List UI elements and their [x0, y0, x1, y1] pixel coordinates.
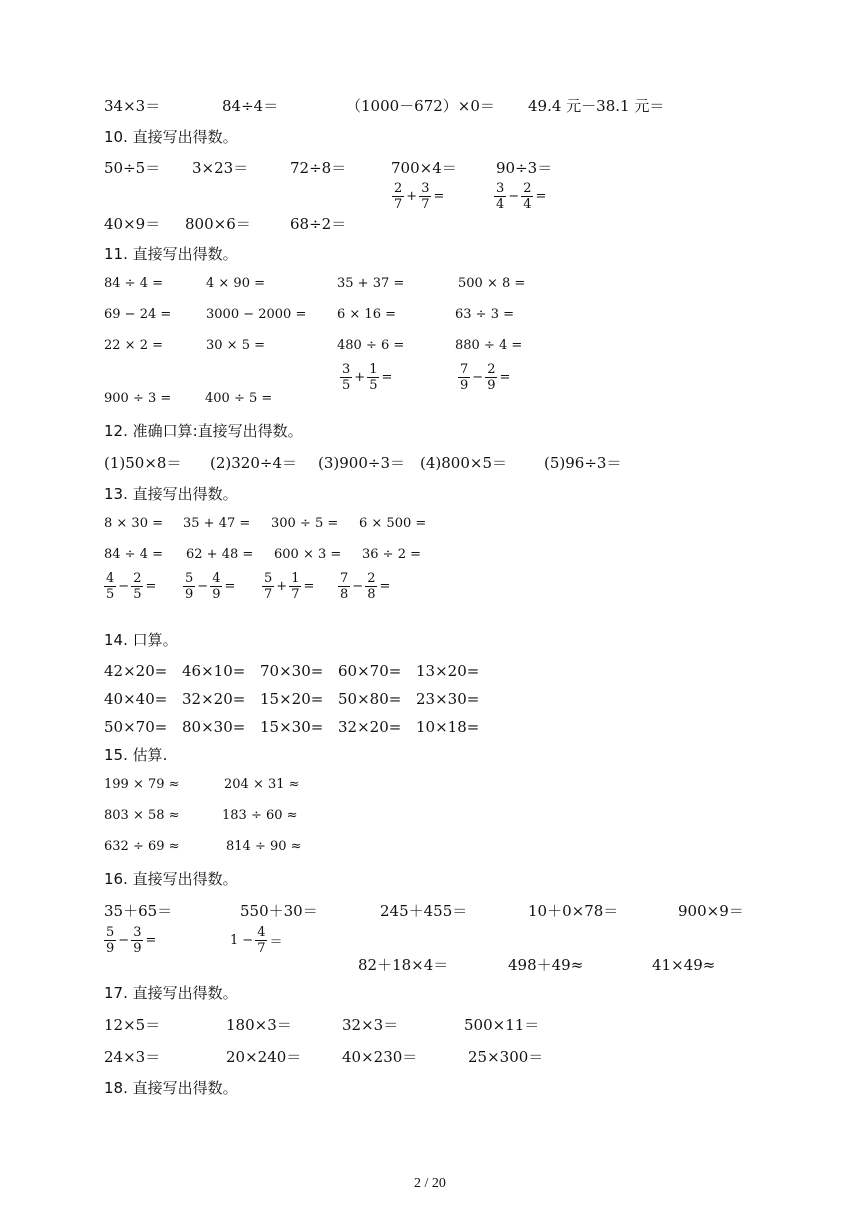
- numerator: 5: [185, 571, 194, 586]
- whole-number: 1: [230, 933, 239, 948]
- numerator: 3: [421, 181, 430, 196]
- fraction: [131, 925, 143, 956]
- fraction-problem: [458, 362, 512, 393]
- fraction-problem: [494, 181, 548, 212]
- denominator: 5: [369, 378, 378, 393]
- problem-item: 400 ÷ 5 =: [205, 391, 273, 406]
- problem-item: 35 + 37 =: [337, 276, 405, 291]
- problem-item: 50÷5＝: [104, 159, 161, 177]
- numerator: 1: [291, 571, 300, 586]
- numerator: 2: [367, 571, 376, 586]
- problem-item: (1)50×8＝: [104, 454, 182, 472]
- problem-item: 42×20=: [104, 662, 168, 680]
- equals-sign: =: [535, 189, 547, 204]
- problem-item: 40×9＝: [104, 215, 161, 233]
- question-heading: 10. 直接写出得数。: [104, 128, 238, 146]
- problem-item: 34×3＝: [104, 97, 161, 115]
- equals-sign: ＝: [269, 935, 283, 950]
- problem-item: 803 × 58 ≈: [104, 808, 180, 823]
- equals-sign: =: [145, 579, 157, 594]
- operator: −: [118, 933, 130, 948]
- fraction: [485, 362, 497, 393]
- fraction: [210, 571, 222, 602]
- fraction: [458, 362, 470, 393]
- denominator: 8: [367, 587, 376, 602]
- problem-item: 23×30=: [416, 690, 480, 708]
- problem-item: 900×9＝: [678, 902, 744, 920]
- numerator: 3: [133, 925, 142, 940]
- fraction: [392, 181, 404, 212]
- problem-item: 15×20=: [260, 690, 324, 708]
- fraction: [255, 925, 267, 956]
- problem-item: (3)900÷3＝: [318, 454, 405, 472]
- denominator: 4: [523, 197, 532, 212]
- numerator: 2: [133, 571, 142, 586]
- problem-item: 36 ÷ 2 =: [362, 547, 421, 562]
- problem-item: 498＋49≈: [508, 956, 584, 974]
- fraction-problem: [338, 571, 392, 602]
- problem-item: 900 ÷ 3 =: [104, 391, 172, 406]
- problem-item: (5)96÷3＝: [544, 454, 622, 472]
- numerator: 3: [342, 362, 351, 377]
- problem-item: 300 ÷ 5 =: [271, 516, 339, 531]
- operator: −: [472, 370, 484, 385]
- problem-item: 199 × 79 ≈: [104, 777, 180, 792]
- problem-item: 6 × 500 =: [359, 516, 427, 531]
- problem-item: 245＋455＝: [380, 902, 468, 920]
- problem-item: 32×20=: [338, 718, 402, 736]
- problem-item: 180×3＝: [226, 1016, 292, 1034]
- question-heading: 11. 直接写出得数。: [104, 245, 238, 263]
- operator: −: [118, 579, 130, 594]
- fraction: [367, 362, 379, 393]
- problem-item: 84 ÷ 4 =: [104, 547, 163, 562]
- problem-item: 480 ÷ 6 =: [337, 338, 405, 353]
- problem-item: 90÷3＝: [496, 159, 553, 177]
- problem-item: 3×23＝: [192, 159, 249, 177]
- question-heading: 14. 口算。: [104, 631, 178, 649]
- fraction-problem: [183, 571, 237, 602]
- operator: −: [242, 933, 254, 948]
- denominator: 5: [106, 587, 115, 602]
- denominator: 7: [421, 197, 430, 212]
- problem-item: 800×6＝: [185, 215, 251, 233]
- problem-item: 10＋0×78＝: [528, 902, 619, 920]
- problem-item: 15×30=: [260, 718, 324, 736]
- equals-sign: =: [224, 579, 236, 594]
- fraction-problem: [262, 571, 316, 602]
- problem-item: 69 − 24 =: [104, 307, 172, 322]
- denominator: 9: [185, 587, 194, 602]
- problem-item: 35 + 47 =: [183, 516, 251, 531]
- fraction: [104, 571, 116, 602]
- problem-item: 20×240＝: [226, 1048, 302, 1066]
- fraction: [494, 181, 506, 212]
- numerator: 5: [264, 571, 273, 586]
- problem-item: 40×230＝: [342, 1048, 418, 1066]
- problem-item: 500×11＝: [464, 1016, 540, 1034]
- problem-item: 814 ÷ 90 ≈: [226, 839, 302, 854]
- question-heading: 17. 直接写出得数。: [104, 984, 238, 1002]
- problem-item: (4)800×5＝: [420, 454, 507, 472]
- problem-item: 50×70=: [104, 718, 168, 736]
- total-pages: 20: [431, 1176, 446, 1191]
- operator: −: [197, 579, 209, 594]
- fraction: [419, 181, 431, 212]
- fraction: [183, 571, 195, 602]
- problem-item: 500 × 8 =: [458, 276, 526, 291]
- denominator: 5: [342, 378, 351, 393]
- problem-item: 550＋30＝: [240, 902, 318, 920]
- denominator: 7: [264, 587, 273, 602]
- numerator: 7: [460, 362, 469, 377]
- problem-item: 40×40=: [104, 690, 168, 708]
- denominator: 9: [460, 378, 469, 393]
- problem-item: 32×3＝: [342, 1016, 399, 1034]
- fraction: [131, 571, 143, 602]
- problem-item: 50×80=: [338, 690, 402, 708]
- operator: −: [508, 189, 520, 204]
- equals-sign: =: [499, 370, 511, 385]
- denominator: 9: [487, 378, 496, 393]
- problem-item: 8 × 30 =: [104, 516, 163, 531]
- question-heading: 15. 估算.: [104, 746, 168, 764]
- fraction-problem: [104, 571, 158, 602]
- problem-item: 12×5＝: [104, 1016, 161, 1034]
- problem-item: 84÷4＝: [222, 97, 279, 115]
- denominator: 7: [291, 587, 300, 602]
- fraction: [262, 571, 274, 602]
- numerator: 2: [394, 181, 403, 196]
- fraction: [338, 571, 350, 602]
- operator: −: [352, 579, 364, 594]
- problem-item: 68÷2＝: [290, 215, 347, 233]
- denominator: 8: [340, 587, 349, 602]
- problem-item: 204 × 31 ≈: [224, 777, 300, 792]
- problem-item: 6 × 16 =: [337, 307, 396, 322]
- problem-item: 62 + 48 =: [186, 547, 254, 562]
- question-heading: 16. 直接写出得数。: [104, 870, 238, 888]
- fraction-problem: [392, 181, 446, 212]
- problem-item: 49.4 元－38.1 元＝: [528, 97, 665, 115]
- problem-item: 600 × 3 =: [274, 547, 342, 562]
- numerator: 4: [106, 571, 115, 586]
- fraction: [104, 925, 116, 956]
- problem-item: 63 ÷ 3 =: [455, 307, 514, 322]
- problem-item: 30 × 5 =: [206, 338, 265, 353]
- fraction-problem: [228, 925, 284, 956]
- problem-item: 880 ÷ 4 =: [455, 338, 523, 353]
- denominator: 9: [106, 941, 115, 956]
- numerator: 7: [340, 571, 349, 586]
- page-separator: /: [424, 1176, 429, 1191]
- current-page: 2: [414, 1176, 421, 1191]
- equals-sign: =: [381, 370, 393, 385]
- problem-item: 3000 − 2000 =: [206, 307, 307, 322]
- problem-item: 32×20=: [182, 690, 246, 708]
- problem-item: 84 ÷ 4 =: [104, 276, 163, 291]
- page-number: [414, 1176, 446, 1192]
- numerator: 5: [106, 925, 115, 940]
- fraction-problem: [104, 925, 158, 956]
- numerator: 3: [496, 181, 505, 196]
- denominator: 7: [394, 197, 403, 212]
- problem-item: 72÷8＝: [290, 159, 347, 177]
- fraction: [521, 181, 533, 212]
- question-heading: 18. 直接写出得数。: [104, 1079, 238, 1097]
- question-heading: 13. 直接写出得数。: [104, 485, 238, 503]
- problem-item: 41×49≈: [652, 956, 716, 974]
- operator: +: [354, 370, 366, 385]
- operator: +: [276, 579, 288, 594]
- problem-item: 22 × 2 =: [104, 338, 163, 353]
- operator: +: [406, 189, 418, 204]
- problem-item: 13×20=: [416, 662, 480, 680]
- denominator: 5: [133, 587, 142, 602]
- problem-item: 60×70=: [338, 662, 402, 680]
- fraction: [365, 571, 377, 602]
- fraction-problem: [340, 362, 394, 393]
- problem-item: 35＋65＝: [104, 902, 173, 920]
- equals-sign: =: [379, 579, 391, 594]
- problem-item: (2)320÷4＝: [210, 454, 297, 472]
- numerator: 2: [487, 362, 496, 377]
- equals-sign: =: [145, 933, 157, 948]
- numerator: 2: [523, 181, 532, 196]
- denominator: 9: [212, 587, 221, 602]
- problem-item: 82＋18×4＝: [358, 956, 449, 974]
- problem-item: 25×300＝: [468, 1048, 544, 1066]
- equals-sign: =: [433, 189, 445, 204]
- problem-item: 80×30=: [182, 718, 246, 736]
- fraction: [289, 571, 301, 602]
- numerator: 4: [212, 571, 221, 586]
- problem-item: 632 ÷ 69 ≈: [104, 839, 180, 854]
- denominator: 9: [133, 941, 142, 956]
- fraction: [340, 362, 352, 393]
- problem-item: 24×3＝: [104, 1048, 161, 1066]
- denominator: 4: [496, 197, 505, 212]
- problem-item: 70×30=: [260, 662, 324, 680]
- problem-item: （1000－672）×0＝: [346, 97, 495, 115]
- equals-sign: =: [303, 579, 315, 594]
- denominator: 7: [257, 941, 266, 956]
- problem-item: 700×4＝: [391, 159, 457, 177]
- numerator: 4: [257, 925, 266, 940]
- question-heading: 12. 准确口算:直接写出得数。: [104, 422, 303, 440]
- numerator: 1: [369, 362, 378, 377]
- problem-item: 4 × 90 =: [206, 276, 265, 291]
- problem-item: 46×10=: [182, 662, 246, 680]
- problem-item: 10×18=: [416, 718, 480, 736]
- problem-item: 183 ÷ 60 ≈: [222, 808, 298, 823]
